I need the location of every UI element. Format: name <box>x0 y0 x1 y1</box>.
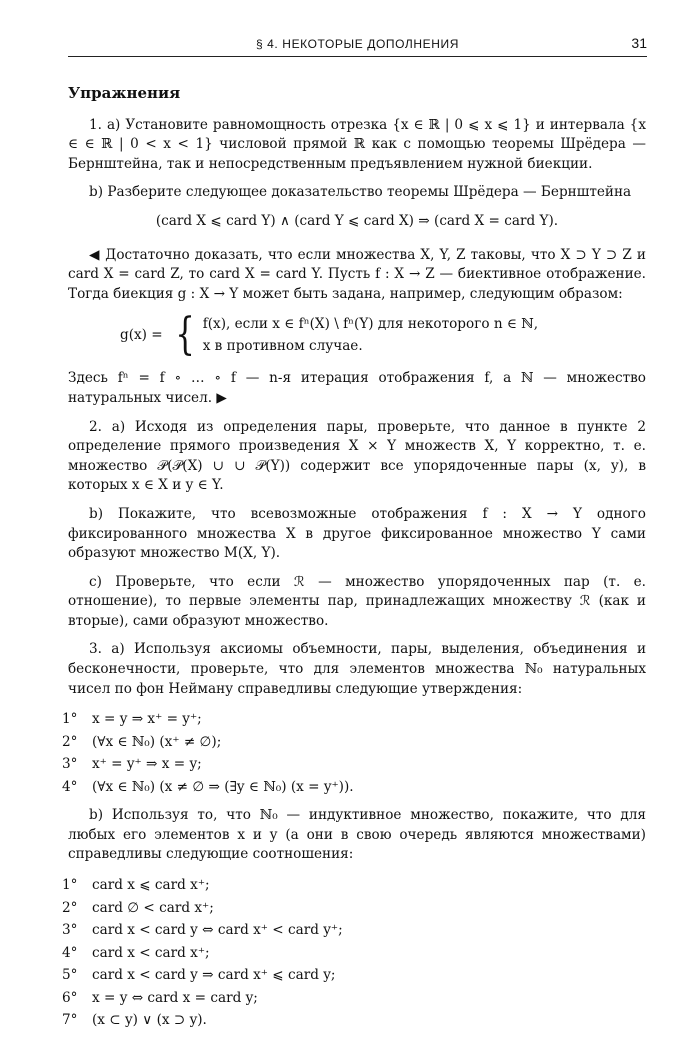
list-item: 2° (∀x ∈ ℕ₀) (x⁺ ≠ ∅); <box>62 733 222 750</box>
page-number: 31 <box>631 35 647 51</box>
list-item: 2° card ∅ < card x⁺; <box>62 899 214 916</box>
bijection-case-2: x в противном случае. <box>202 338 363 355</box>
bijection-definition <box>120 309 646 361</box>
list-item: 3° x⁺ = y⁺ ⇒ x = y; <box>62 756 202 773</box>
bijection-cases <box>203 313 538 357</box>
iteration-note: Здесь fⁿ = f ∘ … ∘ f — n-я итерация отображения f, а ℕ — множество натуральных чисел. ▶ <box>68 370 646 406</box>
exercise-2c: c) Проверьте, что если ℛ — множество упорядоченных пар (т. е. отношение), то первые элементы пар, принадлежащих множеству ℛ (как и вторые), сами образуют множество. <box>68 573 646 629</box>
page-body <box>62 84 646 1040</box>
section-heading: Упражнения <box>68 84 181 102</box>
exercise-3b-list <box>62 874 646 1032</box>
list-item: 5° card x < card y ⇒ card x⁺ ⩽ card y; <box>62 967 336 984</box>
proof-text: ◀ Достаточно доказать, что если множества X, Y, Z таковы, что X ⊃ Y ⊃ Z и card X = card Z, то card X = card Y. Пусть f : X → Z — биективное отображение. Тогда биекция g : X → Y может быть задана, например, следующим образом: <box>68 246 646 302</box>
list-item: 1° x = y ⇒ x⁺ = y⁺; <box>62 711 202 728</box>
list-item: 6° x = y ⇔ card x = card y; <box>62 989 258 1006</box>
bijection-lhs: g(x) = <box>120 326 163 343</box>
bijection-case-1: f(x), если x ∈ fⁿ(X) \ fⁿ(Y) для некоторого n ∈ ℕ, <box>202 316 539 333</box>
left-brace: { <box>174 309 195 361</box>
schroeder-bernstein-formula: (card X ⩽ card Y) ∧ (card Y ⩽ card X) ⇒ (card X = card Y). <box>155 212 559 229</box>
running-title: § 4. НЕКОТОРЫЕ ДОПОЛНЕНИЯ <box>255 37 460 51</box>
exercise-2a: 2. a) Исходя из определения пары, проверьте, что данное в пункте 2 определение прямого произведения X × Y множеств X, Y корректно, т. е. множество 𝒫(𝒫(X) ∪ ∪ 𝒫(Y)) содержит все упорядоченные пары (x, y), в которых x ∈ X и y ∈ Y. <box>68 418 646 494</box>
exercise-2b: b) Покажите, что всевозможные отображения f : X → Y одного фиксированного множества X в другое фиксированное множество Y сами образуют множество M(X, Y). <box>68 505 646 562</box>
exercise-3a-list <box>62 708 646 798</box>
list-item: 4° (∀x ∈ ℕ₀) (x ≠ ∅ ⇒ (∃y ∈ ℕ₀) (x = y⁺)). <box>62 778 354 795</box>
list-item: 7° (x ⊂ y) ∨ (x ⊃ y). <box>62 1012 207 1029</box>
exercise-3a: 3. a) Используя аксиомы объемности, пары, выделения, объединения и бесконечности, проверьте, что для элементов множества ℕ₀ натуральных чисел по фон Нейману справедливы следующие утверждения: <box>68 641 646 697</box>
exercise-1b: b) Разберите следующее доказательство теоремы Шрёдера — Бернштейна <box>89 184 632 201</box>
exercise-3b: b) Используя то, что ℕ₀ — индуктивное множество, покажите, что для любых его элементов x и y (а они в свою очередь являются множествами) справедливы следующие соотношения: <box>68 807 646 863</box>
running-head <box>68 34 647 57</box>
exercise-1a: 1. a) Установите равномощность отрезка {x ∈ ℝ | 0 ⩽ x ⩽ 1} и интервала {x ∈ ∈ ℝ | 0 < x < 1} числовой прямой ℝ как с помощью теоремы Шрёдера — Бернштейна, так и непосредственным предъявлением нужной биекции. <box>68 116 646 172</box>
list-item: 3° card x < card y ⇔ card x⁺ < card y⁺; <box>62 922 343 939</box>
list-item: 1° card x ⩽ card x⁺; <box>62 877 210 894</box>
list-item: 4° card x < card x⁺; <box>62 944 210 961</box>
